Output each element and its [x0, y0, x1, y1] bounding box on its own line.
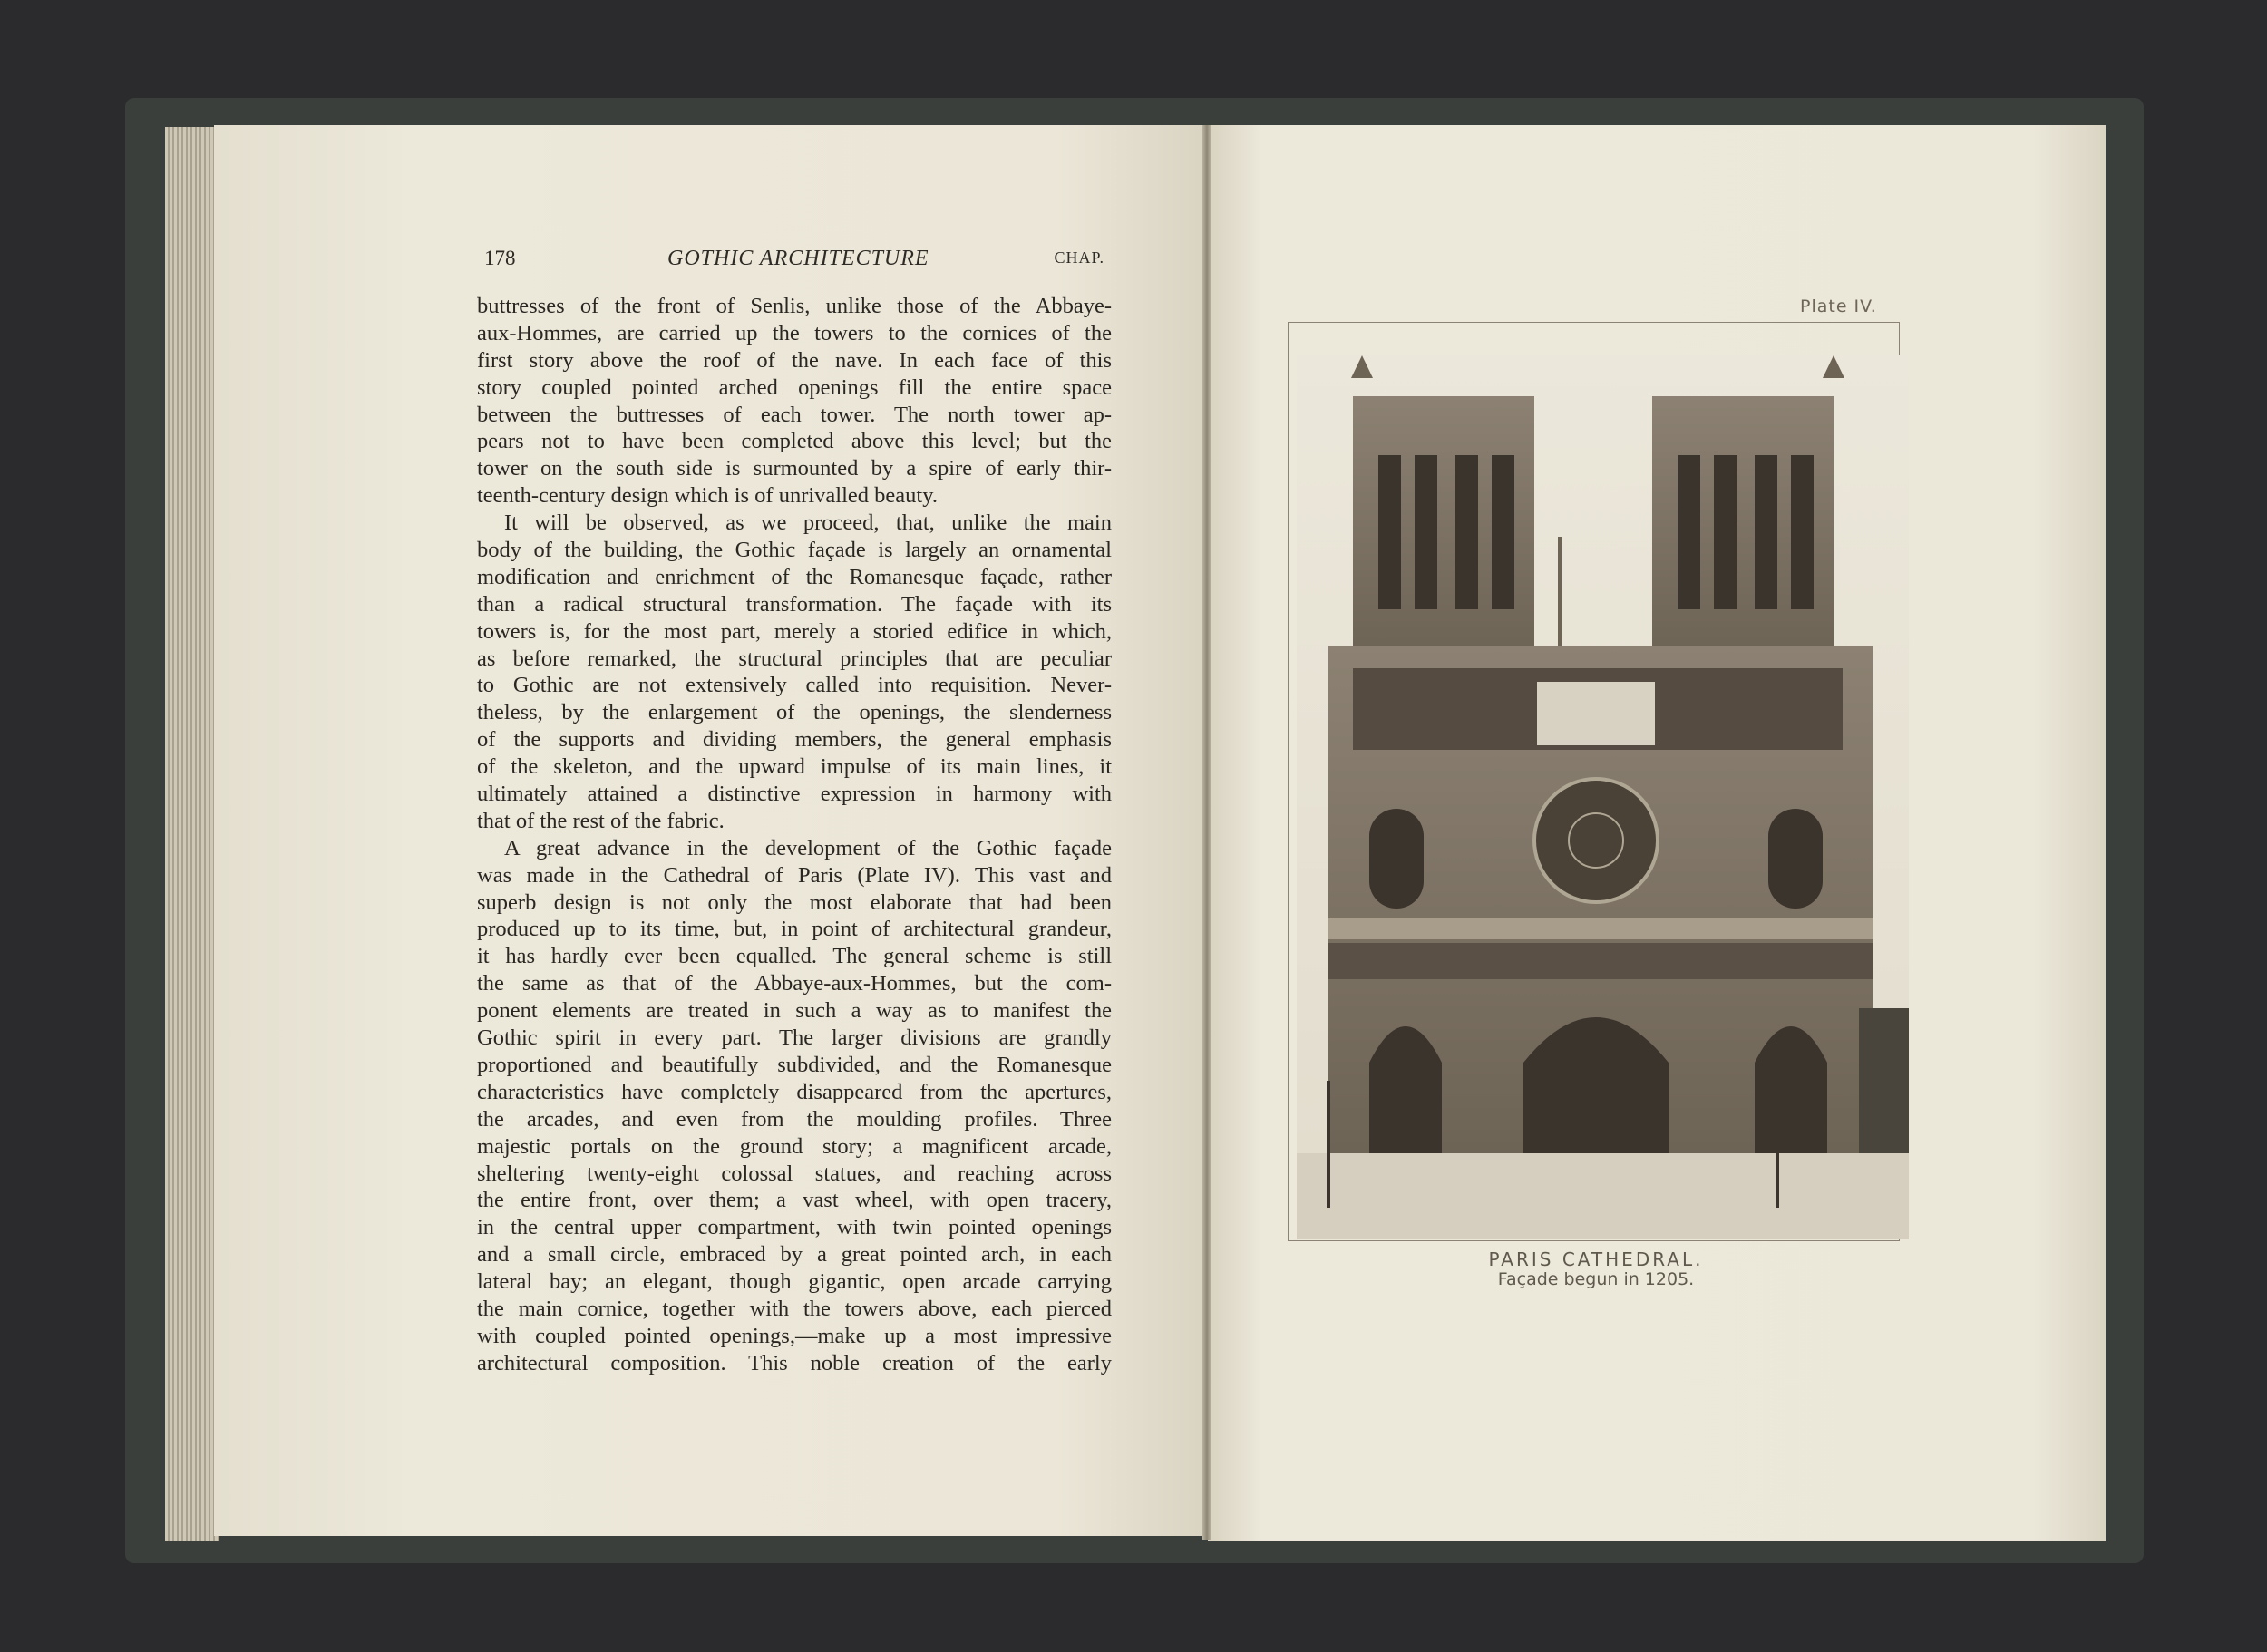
body-text: [477, 293, 1112, 1377]
text-line: towers is, for the most part, merely a storied edifice in which,: [477, 618, 1112, 644]
text-line: body of the building, the Gothic façade is largely an ornamental: [477, 538, 1112, 563]
text-line: superb design is not only the most elaborate that had been: [477, 889, 1112, 915]
text-line: proportioned and beautifully subdivided, and the Romanesque: [477, 1052, 1112, 1077]
text-line: majestic portals on the ground story; a magnificent arcade,: [477, 1133, 1112, 1159]
text-line: it has hardly ever been equalled. The general scheme is still: [477, 944, 1112, 969]
text-line: teenth-century design which is of unrivalled beauty.: [477, 483, 938, 509]
text-line: in the central upper compartment, with twin pointed openings: [477, 1215, 1112, 1240]
text-line: and a small circle, embraced by a great pointed arch, in each: [477, 1242, 1112, 1268]
text-line: that of the rest of the fabric.: [477, 808, 725, 833]
text-line: It will be observed, as we proceed, that, unlike the main: [504, 510, 1112, 536]
text-line: between the buttresses of each tower. The north tower ap-: [477, 402, 1112, 427]
text-line: the main cornice, together with the towers above, each pierced: [477, 1296, 1112, 1321]
plate-label: Plate IV.: [1800, 296, 1877, 316]
text-line: the arcades, and even from the moulding profiles. Three: [477, 1106, 1112, 1132]
page-number: 178: [484, 247, 516, 269]
running-head-title: GOTHIC ARCHITECTURE: [667, 247, 929, 270]
plate-caption-subtitle: Façade begun in 1205.: [1497, 1269, 1695, 1289]
text-line: first story above the roof of the nave. In each face of this: [477, 347, 1112, 373]
plate-caption-title: PARIS CATHEDRAL.: [1488, 1249, 1704, 1270]
text-line: the same as that of the Abbaye-aux-Hommes, but the com-: [477, 971, 1112, 996]
text-line: A great advance in the development of the Gothic façade: [504, 835, 1112, 860]
page-edges: [165, 127, 219, 1541]
text-line: pears not to have been completed above this level; but the: [477, 429, 1112, 454]
text-line: was made in the Cathedral of Paris (Plate IV). This vast and: [477, 862, 1112, 888]
text-line: aux-Hommes, are carried up the towers to the cornices of the: [477, 320, 1112, 345]
text-line: with coupled pointed openings,—make up a most impressive: [477, 1323, 1112, 1348]
text-line: ponent elements are treated in such a way as to manifest the: [477, 998, 1112, 1024]
text-line: as before remarked, the structural principles that are peculiar: [477, 646, 1112, 671]
text-line: story coupled pointed arched openings fill the entire space: [477, 374, 1112, 400]
text-line: ultimately attained a distinctive expression in harmony with: [477, 782, 1112, 807]
text-line: sheltering twenty-eight colossal statues, and reaching across: [477, 1161, 1112, 1186]
text-line: of the supports and dividing members, the general emphasis: [477, 727, 1112, 753]
text-line: than a radical structural transformation. The façade with its: [477, 591, 1112, 617]
text-line: the entire front, over them; a vast wheel, with open tracery,: [477, 1188, 1112, 1213]
text-line: tower on the south side is surmounted by a spire of early thir-: [477, 456, 1112, 481]
text-line: buttresses of the front of Senlis, unlike those of the Abbaye-: [477, 294, 1112, 318]
text-line: produced up to its time, but, in point of architectural grandeur,: [477, 917, 1112, 942]
text-line: architectural composition. This noble creation of the early: [477, 1350, 1112, 1375]
text-line: lateral bay; an elegant, though gigantic, open arcade carrying: [477, 1269, 1112, 1295]
text-line: of the skeleton, and the upward impulse of its main lines, it: [477, 754, 1112, 780]
text-line: characteristics have completely disappeared from the apertures,: [477, 1079, 1112, 1104]
running-header: [477, 247, 1112, 274]
text-line: Gothic spirit in every part. The larger divisions are grandly: [477, 1025, 1112, 1051]
text-line: modification and enrichment of the Romanesque façade, rather: [477, 564, 1112, 589]
text-line: to Gothic are not extensively called into requisition. Never-: [477, 673, 1112, 698]
chapter-label: CHAP.: [1054, 248, 1104, 267]
text-line: theless, by the enlargement of the openings, the slenderness: [477, 700, 1112, 725]
book-gutter: [1202, 125, 1211, 1540]
cathedral-photograph: [1297, 355, 1909, 1239]
